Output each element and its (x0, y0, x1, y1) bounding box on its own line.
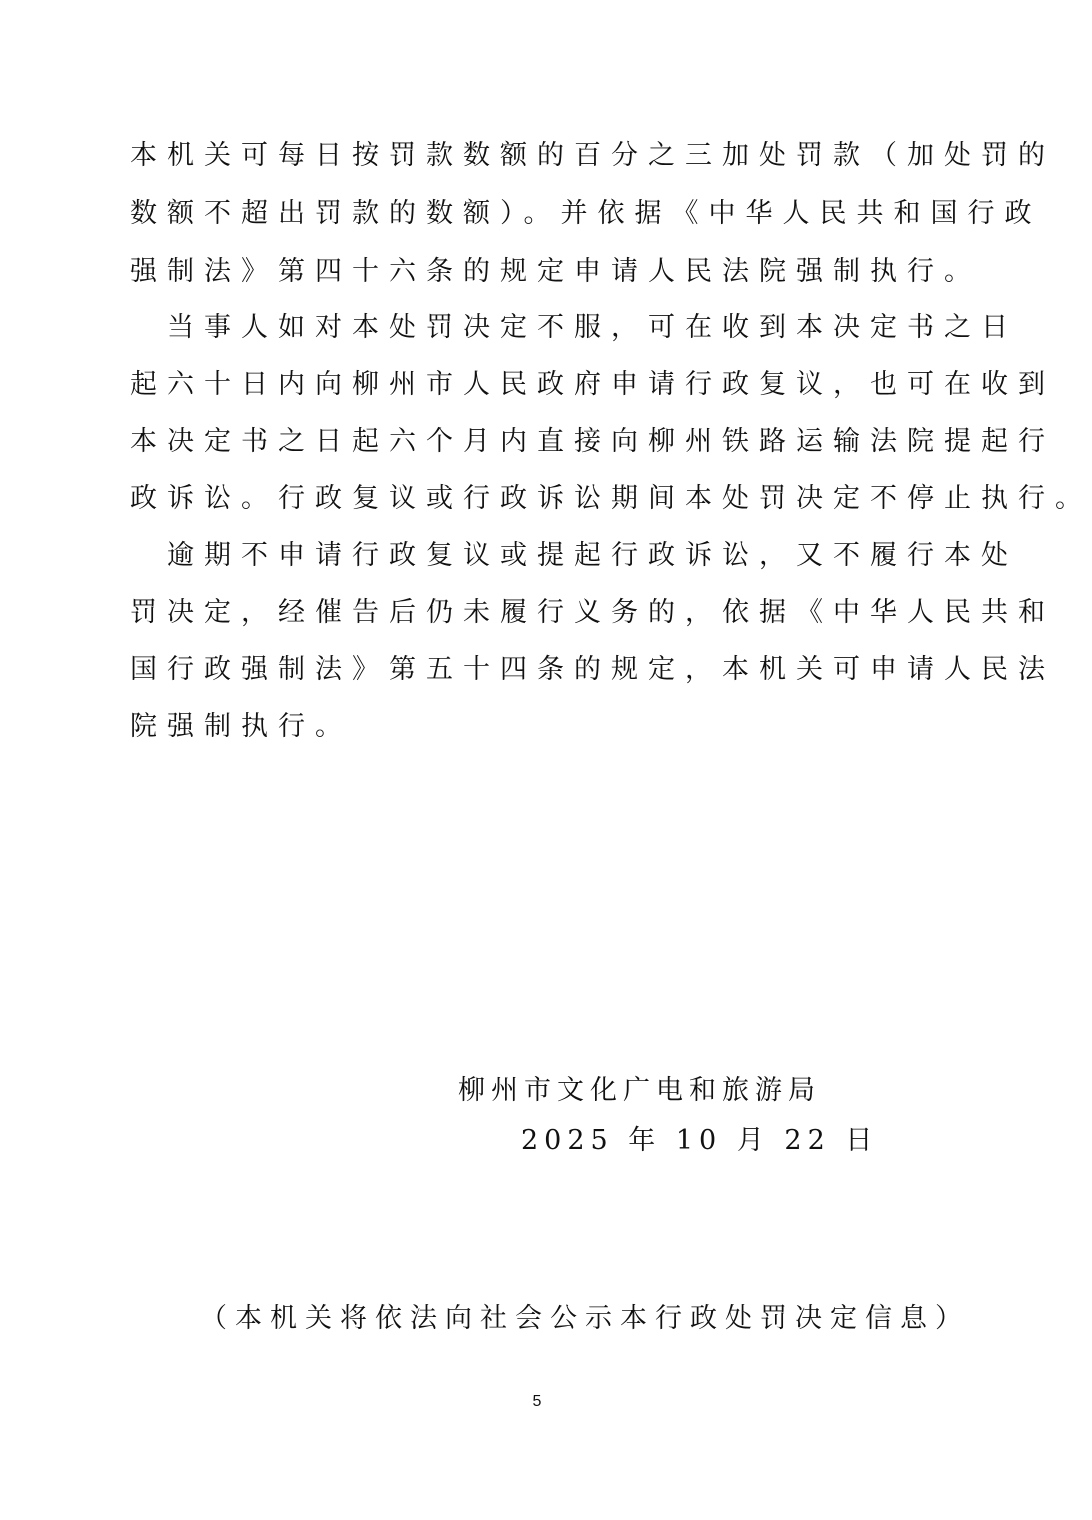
paragraph-2-line-2: 起六十日内向柳州市人民政府申请行政复议，也可在收到 (130, 369, 1055, 400)
signature-organization: 柳州市文化广电和旅游局 (458, 1075, 821, 1106)
paragraph-2-line-1: 当事人如对本处罚决定不服，可在收到本决定书之日 (130, 312, 1018, 343)
paragraph-2-line-3: 本决定书之日起六个月内直接向柳州铁路运输法院提起行 (130, 426, 1055, 457)
page-number: 5 (532, 1393, 542, 1410)
public-notice: （本机关将依法向社会公示本行政处罚决定信息） (200, 1303, 970, 1334)
paragraph-3-line-3: 国行政强制法》第五十四条的规定，本机关可申请人民法 (130, 654, 1055, 685)
paragraph-1-line-3: 强制法》第四十六条的规定申请人民法院强制执行。 (130, 256, 981, 287)
signature-date: 2025 年 10 月 22 日 (521, 1125, 879, 1156)
paragraph-3-line-2: 罚决定，经催告后仍未履行义务的，依据《中华人民共和 (130, 597, 1055, 628)
paragraph-3-line-4: 院强制执行。 (130, 711, 352, 742)
paragraph-1-line-1: 本机关可每日按罚款数额的百分之三加处罚款（加处罚的 (130, 140, 1055, 171)
paragraph-1-line-2: 数额不超出罚款的数额）。并依据《中华人民共和国行政 (130, 198, 1042, 229)
paragraph-2-line-4: 政诉讼。行政复议或行政诉讼期间本处罚决定不停止执行。 (130, 483, 1092, 514)
paragraph-3-line-1: 逾期不申请行政复议或提起行政诉讼，又不履行本处 (130, 540, 1018, 571)
